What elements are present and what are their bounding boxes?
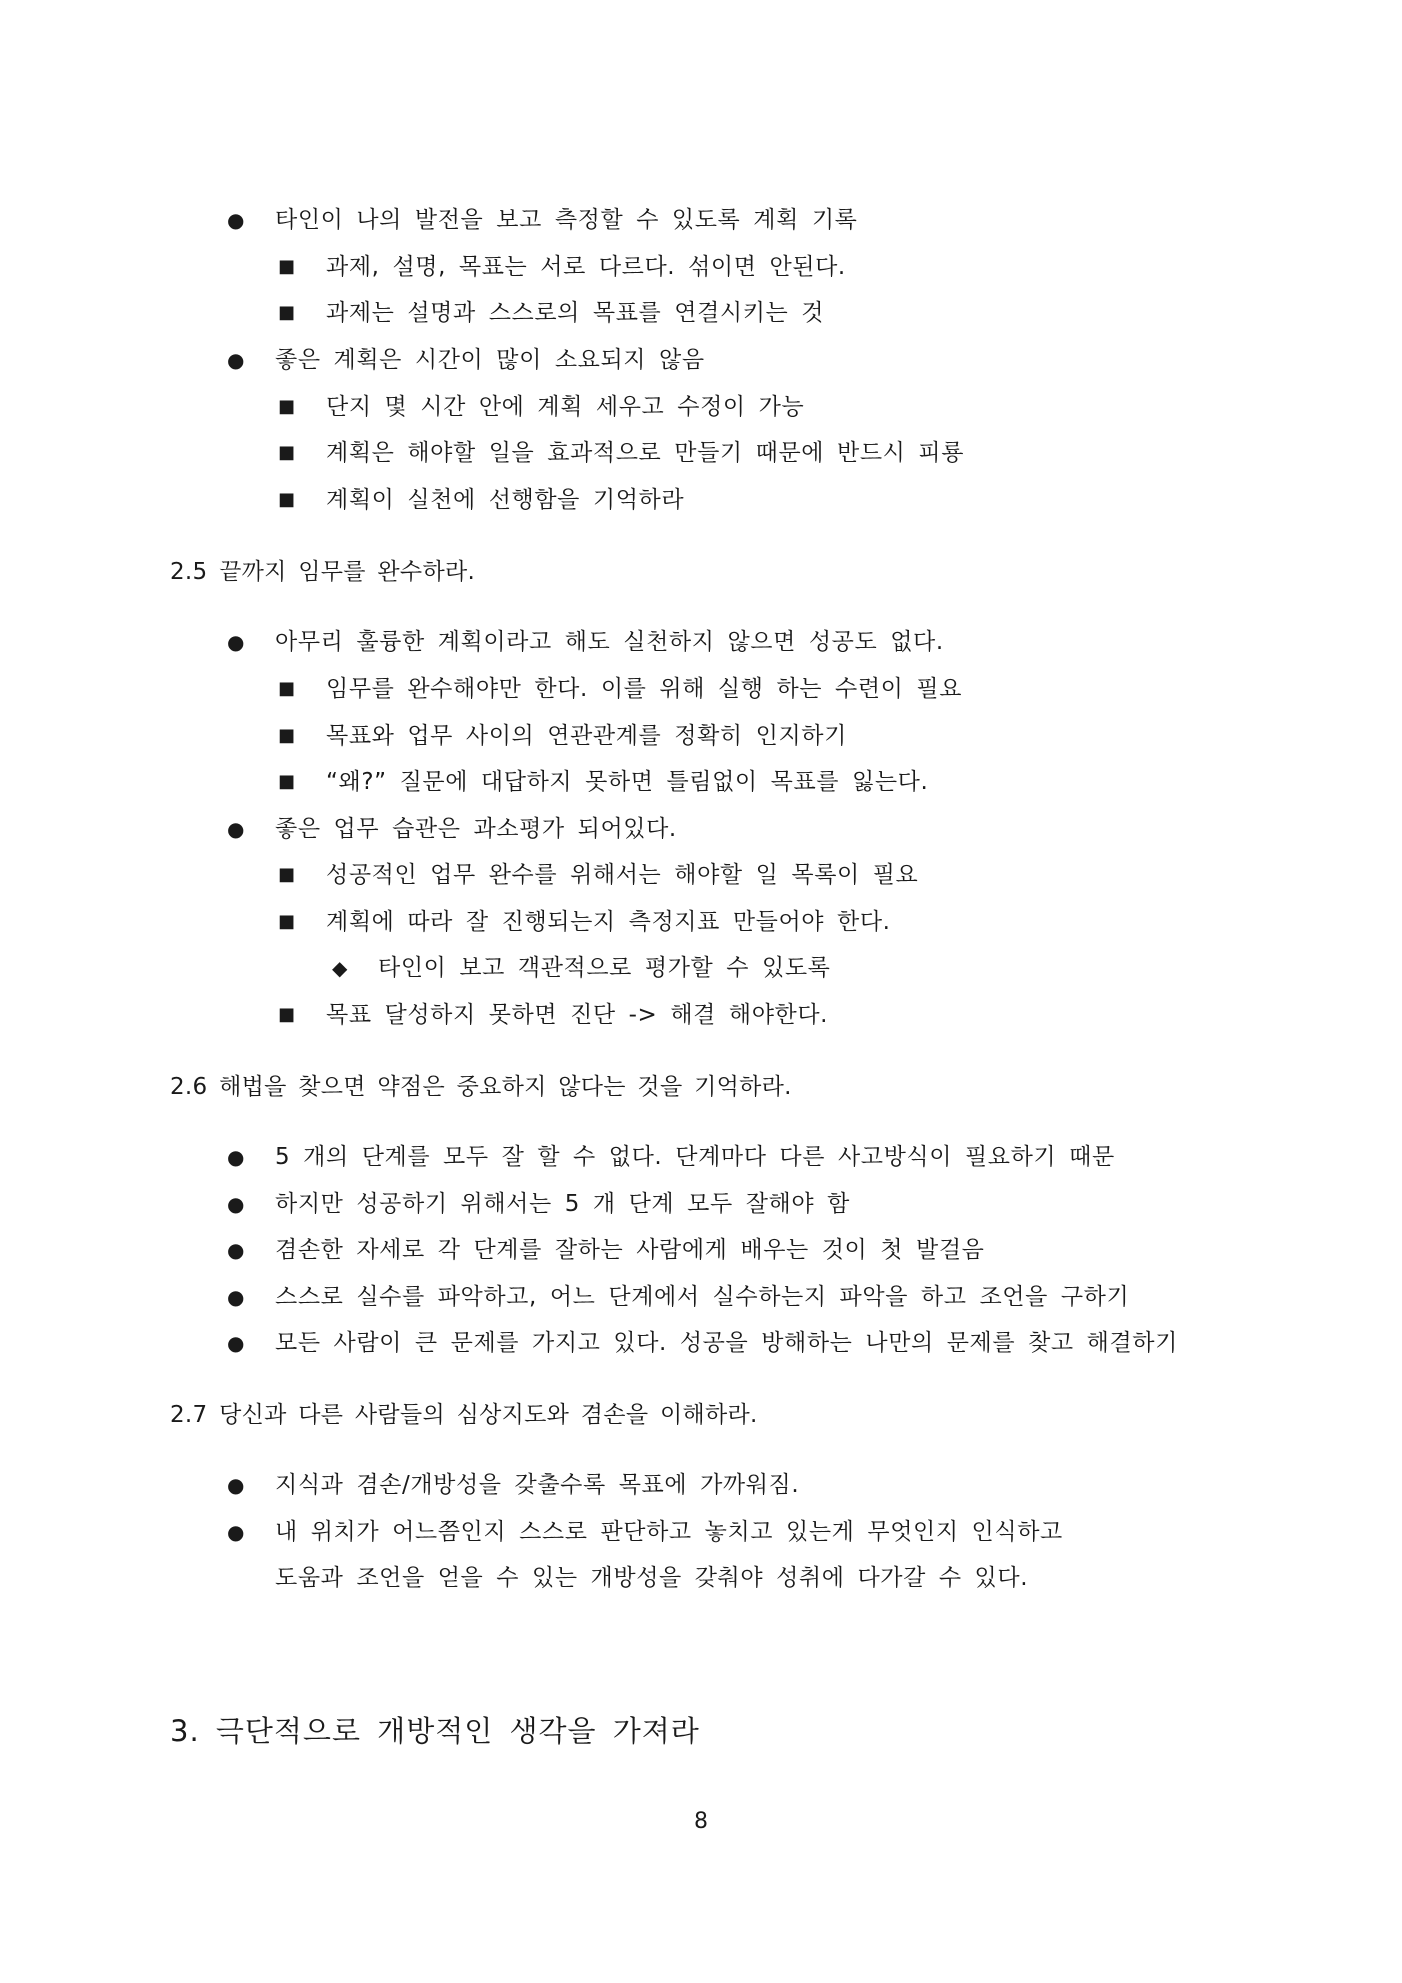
bullet-text: 과제는 설명과 스스로의 목표를 연결시키는 것	[326, 300, 825, 326]
bullet-dot-icon: ●	[227, 208, 246, 232]
bullet-text: 내 위치가 어느쯤인지 스스로 판단하고 놓치고 있는게 무엇인지 인식하고	[275, 1519, 1063, 1545]
bullet-item	[227, 1328, 1178, 1358]
bullet-square-icon: ■	[278, 489, 296, 510]
chapter-heading-3: 3. 극단적으로 개방적인 생각을 가져라	[170, 1714, 700, 1748]
sub-sub-bullet-item	[332, 953, 831, 983]
sub-bullet-item	[278, 252, 846, 282]
bullet-diamond-icon: ◆	[332, 956, 348, 980]
bullet-text: 임무를 완수해야만 한다. 이를 위해 실행 하는 수련이 필요	[326, 676, 963, 702]
bullet-square-icon: ■	[278, 256, 296, 277]
bullet-item	[227, 1142, 1115, 1172]
page-number: 8	[694, 1809, 709, 1834]
bullet-text: 단지 몇 시간 안에 계획 세우고 수정이 가능	[326, 394, 805, 420]
bullet-dot-icon: ●	[227, 1331, 246, 1355]
bullet-item	[227, 1235, 985, 1265]
section-heading-2-7: 2.7 당신과 다른 사람들의 심상지도와 겸손을 이해하라.	[170, 1402, 758, 1428]
bullet-item	[227, 814, 677, 844]
bullet-text: 겸손한 자세로 각 단계를 잘하는 사람에게 배우는 것이 첫 발걸음	[275, 1237, 985, 1263]
bullet-item	[227, 345, 705, 375]
bullet-text: 타인이 나의 발전을 보고 측정할 수 있도록 계획 기록	[275, 207, 858, 233]
bullet-text: 타인이 보고 객관적으로 평가할 수 있도록	[378, 955, 831, 981]
bullet-square-icon: ■	[278, 442, 296, 463]
sub-bullet-item	[278, 767, 929, 797]
bullet-dot-icon: ●	[227, 1145, 246, 1169]
bullet-text: 좋은 계획은 시간이 많이 소요되지 않음	[275, 347, 705, 373]
bullet-dot-icon: ●	[227, 1238, 246, 1262]
bullet-continuation-text: 도움과 조언을 얻을 수 있는 개방성을 갖춰야 성취에 다가갈 수 있다.	[275, 1565, 1029, 1591]
section-heading-2-6: 2.6 해법을 찾으면 약점은 중요하지 않다는 것을 기억하라.	[170, 1074, 792, 1100]
bullet-text: “왜?” 질문에 대답하지 못하면 틀림없이 목표를 잃는다.	[326, 769, 929, 795]
bullet-text: 계획에 따라 잘 진행되는지 측정지표 만들어야 한다.	[326, 909, 891, 935]
section-heading-2-5: 2.5 끝까지 임무를 완수하라.	[170, 559, 476, 585]
bullet-dot-icon: ●	[227, 1285, 246, 1309]
bullet-text: 계획은 해야할 일을 효과적으로 만들기 때문에 반드시 피룡	[326, 440, 965, 466]
bullet-item	[227, 627, 944, 657]
bullet-text: 좋은 업무 습관은 과소평가 되어있다.	[275, 816, 677, 842]
bullet-square-icon: ■	[278, 302, 296, 323]
bullet-item	[227, 1189, 850, 1219]
bullet-text: 목표와 업무 사이의 연관관계를 정확히 인지하기	[326, 723, 847, 749]
bullet-text: 지식과 겸손/개방성을 갖출수록 목표에 가까워짐.	[275, 1472, 800, 1498]
sub-bullet-item	[278, 298, 825, 328]
bullet-square-icon: ■	[278, 678, 296, 699]
bullet-dot-icon: ●	[227, 817, 246, 841]
sub-bullet-item	[278, 438, 965, 468]
bullet-square-icon: ■	[278, 864, 296, 885]
sub-bullet-item	[278, 860, 919, 890]
bullet-text: 스스로 실수를 파악하고, 어느 단계에서 실수하는지 파악을 하고 조언을 구하기	[275, 1284, 1130, 1310]
bullet-item	[227, 1470, 800, 1500]
bullet-square-icon: ■	[278, 396, 296, 417]
bullet-text: 5 개의 단계를 모두 잘 할 수 없다. 단계마다 다른 사고방식이 필요하기 때문	[275, 1144, 1115, 1170]
bullet-square-icon: ■	[278, 1004, 296, 1025]
bullet-square-icon: ■	[278, 725, 296, 746]
bullet-text: 아무리 훌륭한 계획이라고 해도 실천하지 않으면 성공도 없다.	[275, 629, 944, 655]
bullet-dot-icon: ●	[227, 630, 246, 654]
bullet-text: 목표 달성하지 못하면 진단 -> 해결 해야한다.	[326, 1002, 829, 1028]
bullet-dot-icon: ●	[227, 348, 246, 372]
bullet-dot-icon: ●	[227, 1473, 246, 1497]
bullet-dot-icon: ●	[227, 1192, 246, 1216]
bullet-text: 계획이 실천에 선행함을 기억하라	[326, 487, 685, 513]
sub-bullet-item	[278, 907, 891, 937]
bullet-text: 모든 사람이 큰 문제를 가지고 있다. 성공을 방해하는 나만의 문제를 찾고 해결하기	[275, 1330, 1178, 1356]
bullet-text: 하지만 성공하기 위해서는 5 개 단계 모두 잘해야 함	[275, 1191, 850, 1217]
bullet-item	[227, 1282, 1130, 1312]
sub-bullet-item	[278, 392, 805, 422]
bullet-item	[227, 205, 858, 235]
sub-bullet-item	[278, 674, 963, 704]
sub-bullet-item	[278, 721, 847, 751]
bullet-item	[227, 1517, 1063, 1547]
bullet-text: 과제, 설명, 목표는 서로 다르다. 섞이면 안된다.	[326, 254, 846, 280]
sub-bullet-item	[278, 1000, 829, 1030]
bullet-square-icon: ■	[278, 911, 296, 932]
bullet-square-icon: ■	[278, 771, 296, 792]
bullet-text: 성공적인 업무 완수를 위해서는 해야할 일 목록이 필요	[326, 862, 919, 888]
sub-bullet-item	[278, 485, 685, 515]
bullet-dot-icon: ●	[227, 1520, 246, 1544]
